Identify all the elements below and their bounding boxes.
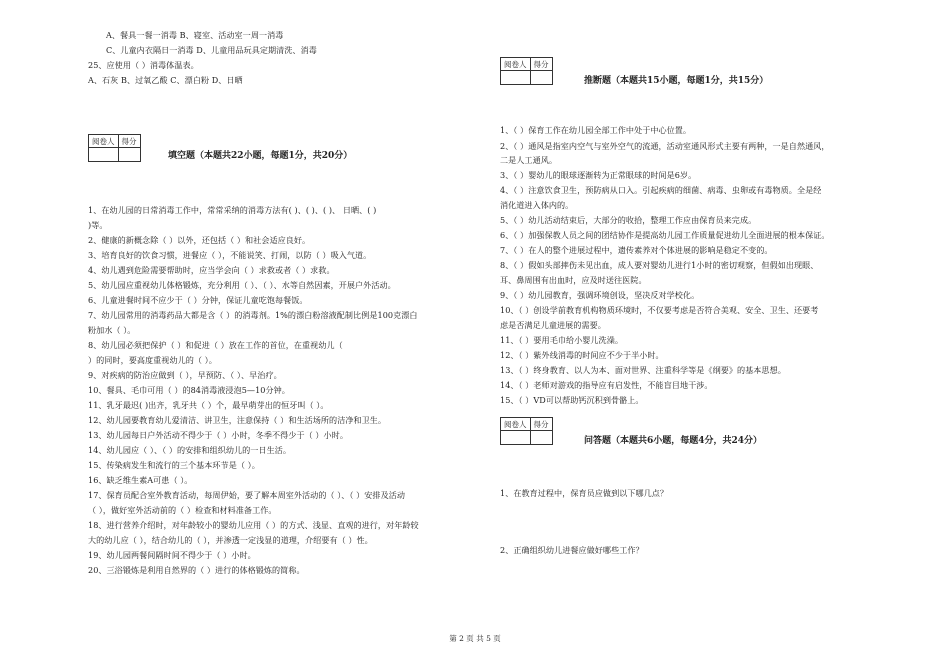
question-line: 12、幼儿园要教育幼儿爱清洁、讲卫生，注意保持（ ）和生活场所的洁净和卫生。	[88, 415, 387, 425]
question-line: 2、健康的新概念除（ ）以外，还包括（ ）和社会适应良好。	[88, 235, 311, 245]
question-line: 11、（ ）要用毛巾给小婴儿洗澡。	[500, 335, 623, 345]
question-line: 11、乳牙最迟( )出齐，乳牙共（ ）个，最早萌芽出的恒牙叫（ ）。	[88, 400, 329, 410]
question-line: 4、幼儿遇到危险需要帮助时，应当学会向（ ）求救或者（ ）求救。	[88, 265, 335, 275]
question-line: 二是人工通风。	[500, 155, 558, 165]
question-line: 8、（ ）假如头部摔伤未见出血，成人要对婴幼儿进行1小时的密切观察，但假如出现眼、	[500, 260, 819, 270]
score-label: 得分	[530, 418, 552, 431]
section-title-qa: 问答题（本题共6小题，每题4分，共24分）	[584, 436, 763, 446]
score-box	[500, 57, 553, 85]
question-line: 14、（ ）老师对游戏的指导应有启发性，不能盲目地干涉。	[500, 380, 713, 390]
question-line: 18、进行营养介绍时，对年龄较小的婴幼儿应用（ ）的方式、浅显、直观的进行，对年龄较	[88, 520, 419, 530]
question-line: 1、（ ）保育工作在幼儿园全部工作中处于中心位置。	[500, 125, 692, 135]
option-line: C、儿童内衣隔日一消毒 D、儿童用品玩具定期清洗、消毒	[106, 45, 317, 55]
question-line: 14、幼儿园应（ ）、（ ）的安排和组织幼儿的一日生活。	[88, 445, 291, 455]
section-title-judgement: 推断题（本题共15小题，每题1分，共15分）	[584, 76, 769, 86]
question-line: 19、幼儿园两餐间隔时间不得少于（ ）小时。	[88, 550, 256, 560]
question-line: 10、餐具、毛巾可用（ ）的84消毒液浸泡5—10分钟。	[88, 385, 290, 395]
question-line: 9、（ ）幼儿园教育，强调环境创设，坚决反对学校化。	[500, 290, 700, 300]
section-title-fill-blank: 填空题（本题共22小题，每题1分，共20分）	[168, 151, 353, 161]
page-number: 第 2 页 共 5 页	[449, 634, 501, 643]
question-line: 16、缺乏维生素A可患（ ）。	[88, 475, 193, 485]
qa-question: 2、正确组织幼儿进餐应做好哪些工作？	[500, 545, 644, 555]
score-label: 得分	[530, 58, 552, 71]
grader-label: 阅卷人	[501, 418, 531, 431]
score-box	[88, 134, 141, 162]
question-line: 2、（ ）通风是指室内空气与室外空气的流通，活动室通风形式主要有两种，一是自然通风，	[500, 141, 830, 151]
question-line: 7、幼儿园常用的消毒药品大都是含（ ）的消毒剂。1%的漂白粉溶液配制比例是100克漂白	[88, 310, 418, 320]
question-line: 17、保育员配合室外教育活动，每周伊始，要了解本周室外活动的（ ）、（ ）安排及活动	[88, 490, 406, 500]
question-line: 5、（ ）幼儿活动结束后，大部分的收拾，整理工作应由保育员来完成。	[500, 215, 757, 225]
question-line: 虑是否满足儿童进展的需要。	[500, 320, 606, 330]
question-line: ）的同时，要高度重视幼儿的（ ）。	[88, 355, 217, 365]
question-line: 3、培育良好的饮食习惯，进餐应（ ），不能说笑、打闹，以防（ ）吸入气道。	[88, 250, 372, 260]
question-line: （ ），做好室外活动前的（ ）检查和材料准备工作。	[88, 505, 277, 515]
option-line: A、餐具一餐一消毒 B、寝室、活动室一周一消毒	[106, 30, 284, 40]
question-line: 9、对疾病的防治应做到（ ），早预防、（ ）、早治疗。	[88, 370, 282, 380]
question-line: 6、（ ）加强保教人员之间的团结协作是提高幼儿园工作质量促进幼儿全面进展的根本保证。	[500, 230, 830, 240]
question-line: 消化道进入体内的。	[500, 200, 574, 210]
question-line: )等。	[88, 220, 108, 230]
question-line: 5、幼儿园应重视幼儿体格锻炼，充分利用（ ）、（ ）、水等自然因素，开展户外活动。	[88, 280, 396, 290]
question-line: 20、三浴锻炼是利用自然界的（ ）进行的体格锻炼的简称。	[88, 565, 305, 575]
grader-label: 阅卷人	[89, 135, 119, 148]
qa-question: 1、在教育过程中，保育员应做到以下哪几点？	[500, 488, 669, 498]
question-line: 13、（ ）终身教育、以人为本、面对世界、注重科学等是《纲要》的基本思想。	[500, 365, 786, 375]
option-line: A、石灰 B、过氧乙酸 C、漂白粉 D、日晒	[88, 75, 243, 85]
question-line: 13、幼儿园每日户外活动不得少于（ ）小时，冬季不得少于（ ）小时。	[88, 430, 348, 440]
question-line: 大的幼儿应（ ），结合幼儿的（ ），并渗透一定浅显的道理，介绍要有（ ）性。	[88, 535, 373, 545]
question-line: 耳、鼻周围有出血时，应及时送往医院。	[500, 275, 647, 285]
question-line: 10、（ ）创设学前教育机构物质环境时，不仅要考虑是否符合美观、安全、卫生、还要考	[500, 305, 819, 315]
question-line: 15、传染病发生和流行的三个基本环节是（ ）。	[88, 460, 260, 470]
question-line: 3、（ ）婴幼儿的眼球逐渐转为正常眼球的时间是6岁。	[500, 170, 697, 180]
question-line: 1、在幼儿园的日常消毒工作中，常常采纳的消毒方法有( )、( )、( )、 日晒、( )	[88, 205, 377, 215]
question-line: 25、应使用（ ）消毒体温表。	[88, 60, 199, 70]
question-line: 8、幼儿园必须把保护（ ）和促进（ ）放在工作的首位，在重视幼儿（	[88, 340, 343, 350]
score-label: 得分	[118, 135, 140, 148]
question-line: 6、儿童进餐时间不应少于（ ）分钟，保证儿童吃饱每餐饭。	[88, 295, 308, 305]
question-line: 粉加水（ ）。	[88, 325, 136, 335]
grader-label: 阅卷人	[501, 58, 531, 71]
question-line: 15、（ ）VD可以帮助钙沉积到骨骼上。	[500, 395, 644, 405]
question-line: 7、（ ）在人的整个进展过程中，遗传素养对个体进展的影响是稳定不变的。	[500, 245, 773, 255]
question-line: 12、（ ）紫外线消毒的时间应不少于半小时。	[500, 350, 664, 360]
score-box	[500, 417, 553, 445]
question-line: 4、（ ）注意饮食卫生，预防病从口入。引起疾病的细菌、病毒、虫卵或有毒物质。全是经	[500, 185, 822, 195]
